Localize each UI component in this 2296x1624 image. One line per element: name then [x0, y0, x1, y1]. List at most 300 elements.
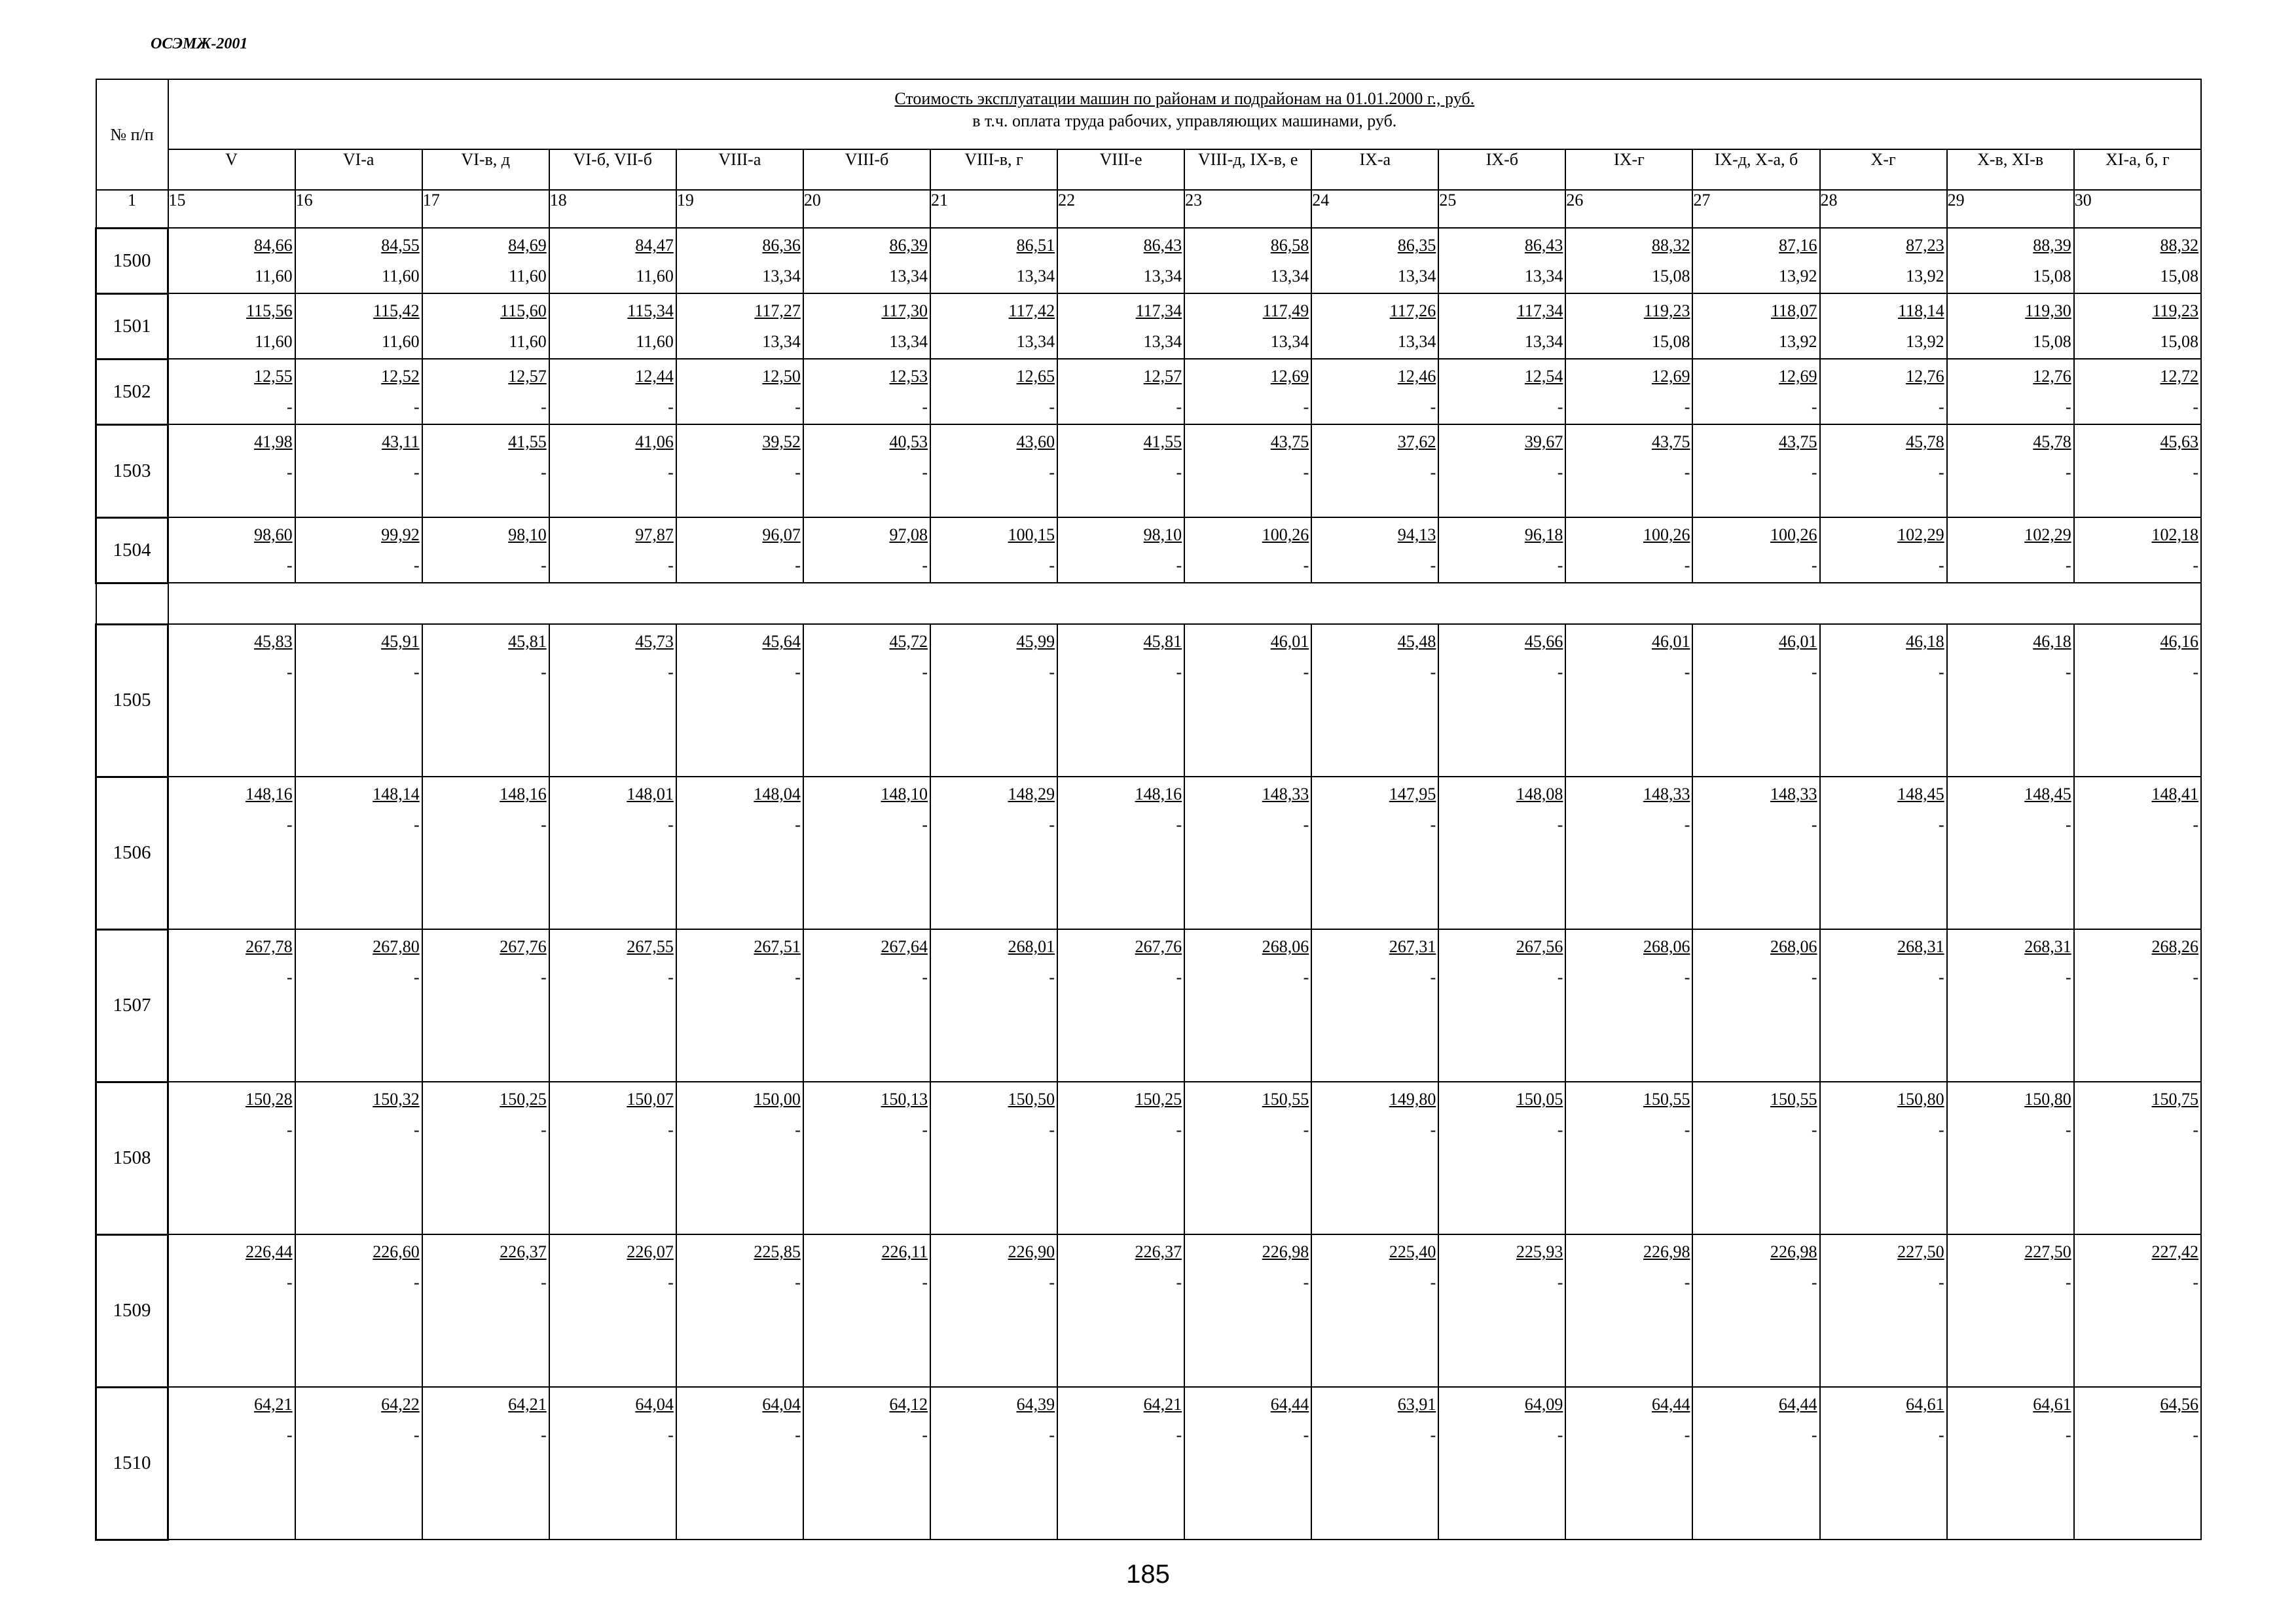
- operating-cost: 12,69: [1779, 367, 1817, 386]
- operating-cost: 226,90: [1008, 1242, 1055, 1261]
- labor-cost: -: [2066, 815, 2071, 834]
- value-cell: [1947, 424, 2074, 517]
- labor-cost: 13,34: [1270, 267, 1309, 286]
- value-cell: [1820, 1082, 1947, 1234]
- labor-cost: -: [668, 397, 674, 416]
- value-cell: [1057, 777, 1184, 929]
- operating-cost: 150,25: [500, 1090, 547, 1109]
- labor-cost: 11,60: [509, 267, 547, 286]
- value-cell: [1057, 1082, 1184, 1234]
- labor-cost: 13,92: [1779, 332, 1817, 351]
- labor-cost: -: [1049, 663, 1055, 682]
- labor-cost: -: [1557, 463, 1563, 482]
- labor-cost: -: [1938, 1273, 1944, 1292]
- operating-cost: 46,16: [2160, 632, 2198, 651]
- operating-cost: 150,55: [1262, 1090, 1309, 1109]
- value-cell: [803, 228, 930, 293]
- labor-cost: -: [1176, 1120, 1182, 1139]
- value-cell: [1311, 777, 1438, 929]
- operating-cost: 267,31: [1389, 937, 1436, 956]
- value-cell: [676, 777, 803, 929]
- value-cell: [2074, 777, 2201, 929]
- labor-cost: -: [2066, 397, 2071, 416]
- labor-cost: -: [1303, 1273, 1309, 1292]
- value-cell: [1057, 517, 1184, 583]
- labor-cost: -: [922, 556, 928, 575]
- value-cell: [803, 1082, 930, 1234]
- operating-cost: 227,42: [2151, 1242, 2198, 1261]
- value-cell: [1820, 424, 1947, 517]
- value-cell: [1057, 1387, 1184, 1540]
- labor-cost: -: [1176, 968, 1182, 987]
- labor-cost: 13,34: [1524, 267, 1563, 286]
- value-cell: [549, 517, 676, 583]
- labor-cost: -: [1430, 1426, 1436, 1445]
- labor-cost: -: [2193, 1273, 2198, 1292]
- operating-cost: 148,01: [627, 784, 674, 803]
- labor-cost: -: [1684, 556, 1690, 575]
- operating-cost: 87,23: [1906, 236, 1944, 255]
- operating-cost: 45,72: [889, 632, 928, 651]
- labor-cost: -: [1811, 1120, 1817, 1139]
- labor-cost: -: [795, 1273, 801, 1292]
- value-cell: [1565, 1387, 1692, 1540]
- labor-cost: -: [1938, 556, 1944, 575]
- value-cell: [2074, 1387, 2201, 1540]
- value-cell: [168, 929, 295, 1082]
- value-cell: [295, 1082, 422, 1234]
- labor-cost: -: [668, 1426, 674, 1445]
- labor-cost: -: [286, 1120, 293, 1139]
- value-cell: [1692, 624, 1819, 777]
- value-cell: [549, 359, 676, 424]
- labor-cost: -: [1938, 815, 1944, 834]
- labor-cost: -: [286, 463, 293, 482]
- labor-cost: -: [2193, 463, 2198, 482]
- operating-cost: 86,35: [1397, 236, 1436, 255]
- operating-cost: 227,50: [2024, 1242, 2071, 1261]
- row-id: 1504: [96, 517, 168, 583]
- value-cell: [1184, 1082, 1311, 1234]
- row-id: 1503: [96, 424, 168, 517]
- column-number: 24: [1311, 190, 1438, 228]
- labor-cost: -: [795, 815, 801, 834]
- row-id: 1502: [96, 359, 168, 424]
- labor-cost: -: [922, 397, 928, 416]
- column-number: 15: [168, 190, 295, 228]
- value-cell: [2074, 424, 2201, 517]
- value-cell: [1692, 517, 1819, 583]
- value-cell: [1692, 424, 1819, 517]
- labor-cost: -: [286, 556, 293, 575]
- operating-cost: 148,33: [1770, 784, 1817, 803]
- table-row: [96, 517, 2202, 583]
- labor-cost: 15,08: [2033, 267, 2071, 286]
- labor-cost: 13,92: [1906, 332, 1944, 351]
- labor-cost: 13,34: [1143, 267, 1182, 286]
- labor-cost: -: [541, 397, 547, 416]
- operating-cost: 148,33: [1643, 784, 1690, 803]
- value-cell: [1692, 1082, 1819, 1234]
- operating-cost: 86,43: [1524, 236, 1563, 255]
- region-header: VIII-д, IX-в, е: [1184, 149, 1311, 190]
- operating-cost: 64,04: [635, 1395, 674, 1414]
- table-row: [96, 1234, 2202, 1387]
- value-cell: [803, 1234, 930, 1387]
- value-cell: [1565, 777, 1692, 929]
- labor-cost: -: [2066, 463, 2071, 482]
- operating-cost: 87,16: [1779, 236, 1817, 255]
- labor-cost: -: [1049, 556, 1055, 575]
- labor-cost: -: [1303, 815, 1309, 834]
- operating-cost: 268,26: [2151, 937, 2198, 956]
- labor-cost: 13,34: [1397, 267, 1436, 286]
- operating-cost: 115,42: [373, 301, 420, 320]
- labor-cost: -: [795, 968, 801, 987]
- labor-cost: -: [2193, 556, 2198, 575]
- operating-cost: 64,44: [1779, 1395, 1817, 1414]
- labor-cost: -: [668, 663, 674, 682]
- value-cell: [1311, 228, 1438, 293]
- table-title-cell: [168, 79, 2201, 149]
- value-cell: [803, 777, 930, 929]
- labor-cost: -: [1684, 1120, 1690, 1139]
- column-number: 25: [1438, 190, 1565, 228]
- labor-cost: -: [2193, 1426, 2198, 1445]
- value-cell: [1820, 293, 1947, 359]
- operating-cost: 46,01: [1779, 632, 1817, 651]
- value-cell: [1947, 517, 2074, 583]
- row-id: 1507: [96, 929, 168, 1082]
- operating-cost: 150,07: [627, 1090, 674, 1109]
- operating-cost: 148,16: [500, 784, 547, 803]
- row-id: 1505: [96, 624, 168, 777]
- value-cell: [1820, 359, 1947, 424]
- labor-cost: -: [1557, 397, 1563, 416]
- value-cell: [168, 293, 295, 359]
- operating-cost: 119,30: [2025, 301, 2071, 320]
- labor-cost: -: [1938, 1120, 1944, 1139]
- labor-cost: -: [922, 663, 928, 682]
- value-cell: [1692, 1234, 1819, 1387]
- operating-cost: 12,65: [1016, 367, 1055, 386]
- value-cell: [1438, 228, 1565, 293]
- labor-cost: -: [1176, 1426, 1182, 1445]
- labor-cost: -: [541, 463, 547, 482]
- operating-cost: 97,08: [889, 525, 928, 544]
- value-cell: [1565, 1234, 1692, 1387]
- value-cell: [2074, 517, 2201, 583]
- value-cell: [168, 624, 295, 777]
- spacer-cell: [168, 583, 2201, 624]
- operating-cost: 12,52: [381, 367, 420, 386]
- labor-cost: -: [286, 663, 293, 682]
- operating-cost: 149,80: [1389, 1090, 1436, 1109]
- labor-cost: -: [795, 463, 801, 482]
- value-cell: [2074, 1082, 2201, 1234]
- value-cell: [168, 777, 295, 929]
- value-cell: [295, 1234, 422, 1387]
- operating-cost: 267,76: [500, 937, 547, 956]
- labor-cost: -: [1938, 397, 1944, 416]
- operating-cost: 150,13: [881, 1090, 928, 1109]
- value-cell: [676, 1234, 803, 1387]
- operating-cost: 268,31: [2024, 937, 2071, 956]
- value-cell: [422, 359, 549, 424]
- operating-cost: 84,47: [635, 236, 674, 255]
- operating-cost: 268,06: [1262, 937, 1309, 956]
- labor-cost: -: [1557, 556, 1563, 575]
- value-cell: [1820, 1387, 1947, 1540]
- value-cell: [422, 424, 549, 517]
- labor-cost: -: [1684, 815, 1690, 834]
- value-cell: [1565, 624, 1692, 777]
- value-cell: [1692, 359, 1819, 424]
- value-cell: [1184, 293, 1311, 359]
- operating-cost: 45,81: [1143, 632, 1182, 651]
- value-cell: [803, 929, 930, 1082]
- labor-cost: -: [541, 968, 547, 987]
- operating-cost: 100,26: [1643, 525, 1690, 544]
- value-cell: [930, 228, 1057, 293]
- labor-cost: -: [1049, 463, 1055, 482]
- labor-cost: -: [795, 1120, 801, 1139]
- operating-cost: 43,75: [1779, 432, 1817, 451]
- operating-cost: 226,60: [373, 1242, 420, 1261]
- labor-cost: 13,34: [1016, 332, 1055, 351]
- value-cell: [422, 624, 549, 777]
- operating-cost: 118,14: [1898, 301, 1944, 320]
- labor-cost: -: [668, 968, 674, 987]
- operating-cost: 84,66: [254, 236, 293, 255]
- labor-cost: -: [795, 663, 801, 682]
- value-cell: [422, 777, 549, 929]
- operating-cost: 96,18: [1524, 525, 1563, 544]
- column-number: 30: [2074, 190, 2201, 228]
- value-cell: [1947, 1387, 2074, 1540]
- operating-cost: 39,67: [1524, 432, 1563, 451]
- region-header: X-г: [1820, 149, 1947, 190]
- value-cell: [1311, 1234, 1438, 1387]
- value-cell: [1184, 1234, 1311, 1387]
- value-cell: [422, 228, 549, 293]
- column-number: 26: [1565, 190, 1692, 228]
- operating-cost: 226,98: [1643, 1242, 1690, 1261]
- value-cell: [1947, 1082, 2074, 1234]
- value-cell: [1438, 359, 1565, 424]
- operating-cost: 117,34: [1516, 301, 1563, 320]
- operating-cost: 64,09: [1524, 1395, 1563, 1414]
- labor-cost: -: [1684, 1273, 1690, 1292]
- column-number: 29: [1947, 190, 2074, 228]
- labor-cost: -: [668, 815, 674, 834]
- value-cell: [1947, 777, 2074, 929]
- labor-cost: 15,08: [1651, 267, 1690, 286]
- labor-cost: -: [1811, 556, 1817, 575]
- labor-cost: -: [1049, 1120, 1055, 1139]
- operating-cost: 64,56: [2160, 1395, 2198, 1414]
- operating-cost: 12,72: [2160, 367, 2198, 386]
- operating-cost: 88,32: [1651, 236, 1690, 255]
- value-cell: [676, 228, 803, 293]
- value-cell: [422, 517, 549, 583]
- table-row: [96, 228, 2202, 293]
- value-cell: [1438, 624, 1565, 777]
- value-cell: [295, 424, 422, 517]
- operating-cost: 148,45: [2024, 784, 2071, 803]
- operating-cost: 225,40: [1389, 1242, 1436, 1261]
- value-cell: [1438, 1082, 1565, 1234]
- value-cell: [1565, 228, 1692, 293]
- operating-cost: 150,32: [373, 1090, 420, 1109]
- value-cell: [1057, 624, 1184, 777]
- value-cell: [1057, 293, 1184, 359]
- column-number: 18: [549, 190, 676, 228]
- labor-cost: -: [1303, 1426, 1309, 1445]
- value-cell: [1311, 1387, 1438, 1540]
- table-row: [96, 359, 2202, 424]
- operating-cost: 268,31: [1897, 937, 1944, 956]
- operating-cost: 148,45: [1897, 784, 1944, 803]
- value-cell: [1820, 929, 1947, 1082]
- operating-cost: 150,00: [754, 1090, 801, 1109]
- operating-cost: 150,05: [1516, 1090, 1563, 1109]
- labor-cost: -: [2066, 663, 2071, 682]
- labor-cost: -: [1811, 463, 1817, 482]
- value-cell: [1311, 424, 1438, 517]
- value-cell: [168, 228, 295, 293]
- operating-cost: 150,55: [1770, 1090, 1817, 1109]
- value-cell: [676, 293, 803, 359]
- labor-cost: -: [1430, 815, 1436, 834]
- operating-cost: 226,37: [1135, 1242, 1182, 1261]
- labor-cost: -: [2066, 556, 2071, 575]
- operating-cost: 45,48: [1397, 632, 1436, 651]
- value-cell: [168, 517, 295, 583]
- operating-cost: 45,78: [2033, 432, 2071, 451]
- operating-cost: 41,06: [635, 432, 674, 451]
- value-cell: [295, 1387, 422, 1540]
- value-cell: [295, 293, 422, 359]
- labor-cost: -: [1430, 968, 1436, 987]
- labor-cost: -: [1684, 397, 1690, 416]
- region-header: X-в, XI-в: [1947, 149, 2074, 190]
- region-header: VIII-б: [803, 149, 930, 190]
- operating-cost: 37,62: [1397, 432, 1436, 451]
- operating-cost: 148,04: [754, 784, 801, 803]
- value-cell: [1438, 517, 1565, 583]
- operating-cost: 41,98: [254, 432, 293, 451]
- operating-cost: 99,92: [381, 525, 420, 544]
- region-header: VIII-е: [1057, 149, 1184, 190]
- region-header: VIII-в, г: [930, 149, 1057, 190]
- value-cell: [1565, 517, 1692, 583]
- labor-cost: 15,08: [1651, 332, 1690, 351]
- value-cell: [295, 517, 422, 583]
- operating-cost: 117,27: [754, 301, 801, 320]
- labor-cost: -: [668, 1273, 674, 1292]
- labor-cost: -: [922, 968, 928, 987]
- value-cell: [803, 1387, 930, 1540]
- operating-cost: 150,80: [2024, 1090, 2071, 1109]
- operating-cost: 43,75: [1270, 432, 1309, 451]
- value-cell: [1311, 929, 1438, 1082]
- value-cell: [295, 777, 422, 929]
- page-number: 185: [1126, 1560, 1170, 1589]
- operating-cost: 268,01: [1008, 937, 1055, 956]
- labor-cost: -: [922, 463, 928, 482]
- labor-cost: 13,34: [762, 267, 801, 286]
- table-row: [96, 424, 2202, 517]
- value-cell: [1184, 624, 1311, 777]
- value-cell: [1311, 517, 1438, 583]
- operating-cost: 117,49: [1262, 301, 1309, 320]
- labor-cost: -: [1811, 968, 1817, 987]
- value-cell: [1057, 228, 1184, 293]
- value-cell: [1820, 517, 1947, 583]
- region-header: IX-г: [1565, 149, 1692, 190]
- labor-cost: -: [1938, 968, 1944, 987]
- value-cell: [1184, 517, 1311, 583]
- labor-cost: 13,34: [1524, 332, 1563, 351]
- value-cell: [803, 293, 930, 359]
- labor-cost: -: [1430, 397, 1436, 416]
- labor-cost: -: [1430, 463, 1436, 482]
- operating-cost: 225,93: [1516, 1242, 1563, 1261]
- operating-cost: 225,85: [754, 1242, 801, 1261]
- operating-cost: 148,29: [1008, 784, 1055, 803]
- value-cell: [1057, 424, 1184, 517]
- value-cell: [2074, 359, 2201, 424]
- value-cell: [803, 424, 930, 517]
- value-cell: [1692, 293, 1819, 359]
- value-cell: [1057, 1234, 1184, 1387]
- value-cell: [549, 1387, 676, 1540]
- labor-cost: -: [1811, 663, 1817, 682]
- labor-cost: -: [922, 1273, 928, 1292]
- operating-cost: 64,61: [2033, 1395, 2071, 1414]
- labor-cost: -: [668, 556, 674, 575]
- operating-cost: 267,51: [754, 937, 801, 956]
- operating-cost: 84,69: [508, 236, 547, 255]
- operating-cost: 84,55: [381, 236, 420, 255]
- row-id: 1506: [96, 777, 168, 929]
- labor-cost: -: [1557, 1120, 1563, 1139]
- value-cell: [549, 228, 676, 293]
- labor-cost: 11,60: [382, 332, 420, 351]
- value-cell: [168, 359, 295, 424]
- value-cell: [549, 293, 676, 359]
- column-number: 1: [96, 190, 168, 228]
- operating-cost: 226,98: [1262, 1242, 1309, 1261]
- operating-cost: 150,55: [1643, 1090, 1690, 1109]
- value-cell: [930, 424, 1057, 517]
- labor-cost: -: [922, 1426, 928, 1445]
- spacer-cell: [96, 583, 168, 624]
- labor-cost: -: [1938, 663, 1944, 682]
- operating-cost: 97,87: [635, 525, 674, 544]
- labor-cost: -: [1557, 1273, 1563, 1292]
- value-cell: [1438, 1234, 1565, 1387]
- operating-cost: 268,06: [1643, 937, 1690, 956]
- operating-cost: 12,44: [635, 367, 674, 386]
- labor-cost: -: [795, 397, 801, 416]
- operating-cost: 267,76: [1135, 937, 1182, 956]
- operating-cost: 12,76: [2033, 367, 2071, 386]
- value-cell: [1311, 1082, 1438, 1234]
- labor-cost: 15,08: [2160, 267, 2198, 286]
- labor-cost: 13,34: [762, 332, 801, 351]
